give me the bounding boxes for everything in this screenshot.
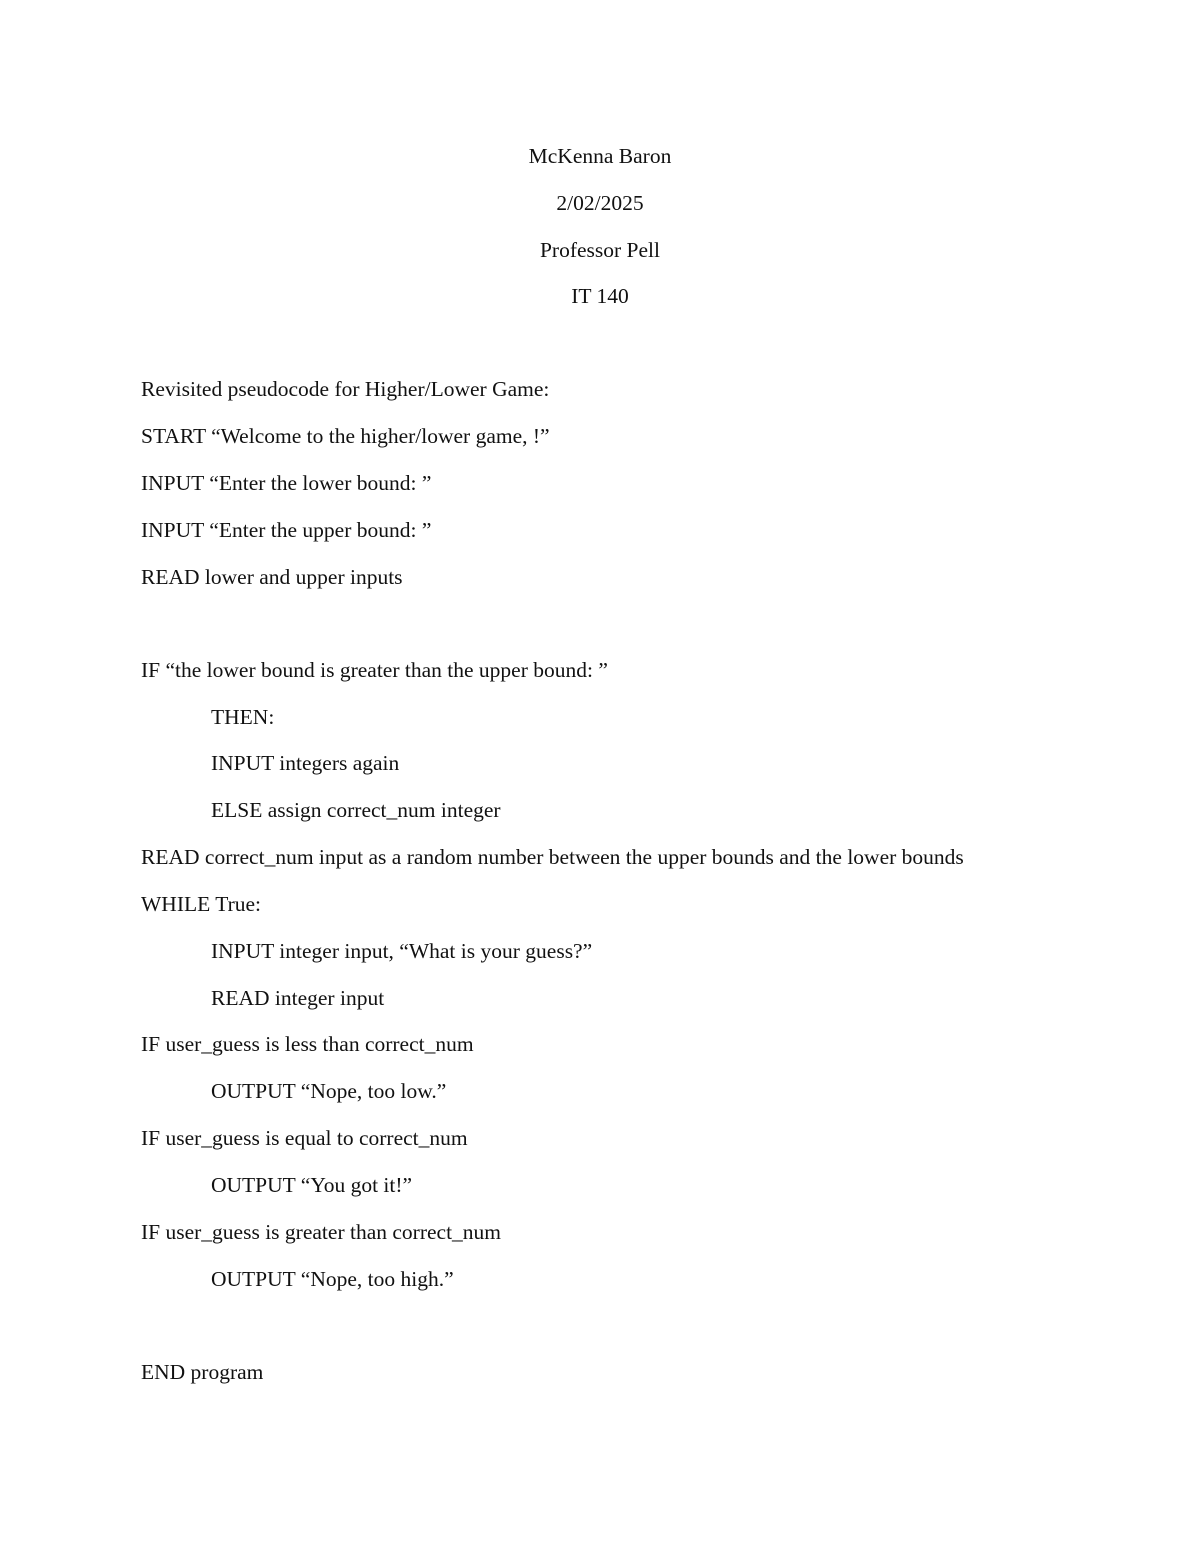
code-line: END program <box>141 1360 264 1384</box>
code-line-indented: ELSE assign correct_num integer <box>211 798 501 822</box>
professor-name: Professor Pell <box>539 238 661 262</box>
author-name: McKenna Baron <box>528 144 672 168</box>
code-line-indented: INPUT integer input, “What is your guess?” <box>211 939 593 963</box>
code-line-indented: THEN: <box>211 705 275 729</box>
code-line-indented: OUTPUT “Nope, too high.” <box>211 1267 454 1291</box>
code-line: IF user_guess is equal to correct_num <box>141 1126 468 1150</box>
code-line: INPUT “Enter the lower bound: ” <box>141 471 432 495</box>
code-line-indented: OUTPUT “You got it!” <box>211 1173 413 1197</box>
course-code: IT 140 <box>571 284 629 308</box>
code-line-indented: INPUT integers again <box>211 751 400 775</box>
code-line: INPUT “Enter the upper bound: ” <box>141 518 432 542</box>
code-line: IF “the lower bound is greater than the upper bound: ” <box>141 658 608 682</box>
code-line: READ correct_num input as a random number between the upper bounds and the lower bounds <box>141 845 964 869</box>
code-line: READ lower and upper inputs <box>141 565 403 589</box>
code-line: IF user_guess is less than correct_num <box>141 1032 474 1056</box>
code-line: START “Welcome to the higher/lower game, !” <box>141 424 550 448</box>
pseudocode-heading: Revisited pseudocode for Higher/Lower Game: <box>141 377 550 401</box>
code-line-indented: OUTPUT “Nope, too low.” <box>211 1079 447 1103</box>
code-line: WHILE True: <box>141 892 262 916</box>
date: 2/02/2025 <box>556 191 644 215</box>
code-line: IF user_guess is greater than correct_num <box>141 1220 502 1244</box>
code-line-indented: READ integer input <box>211 986 385 1010</box>
